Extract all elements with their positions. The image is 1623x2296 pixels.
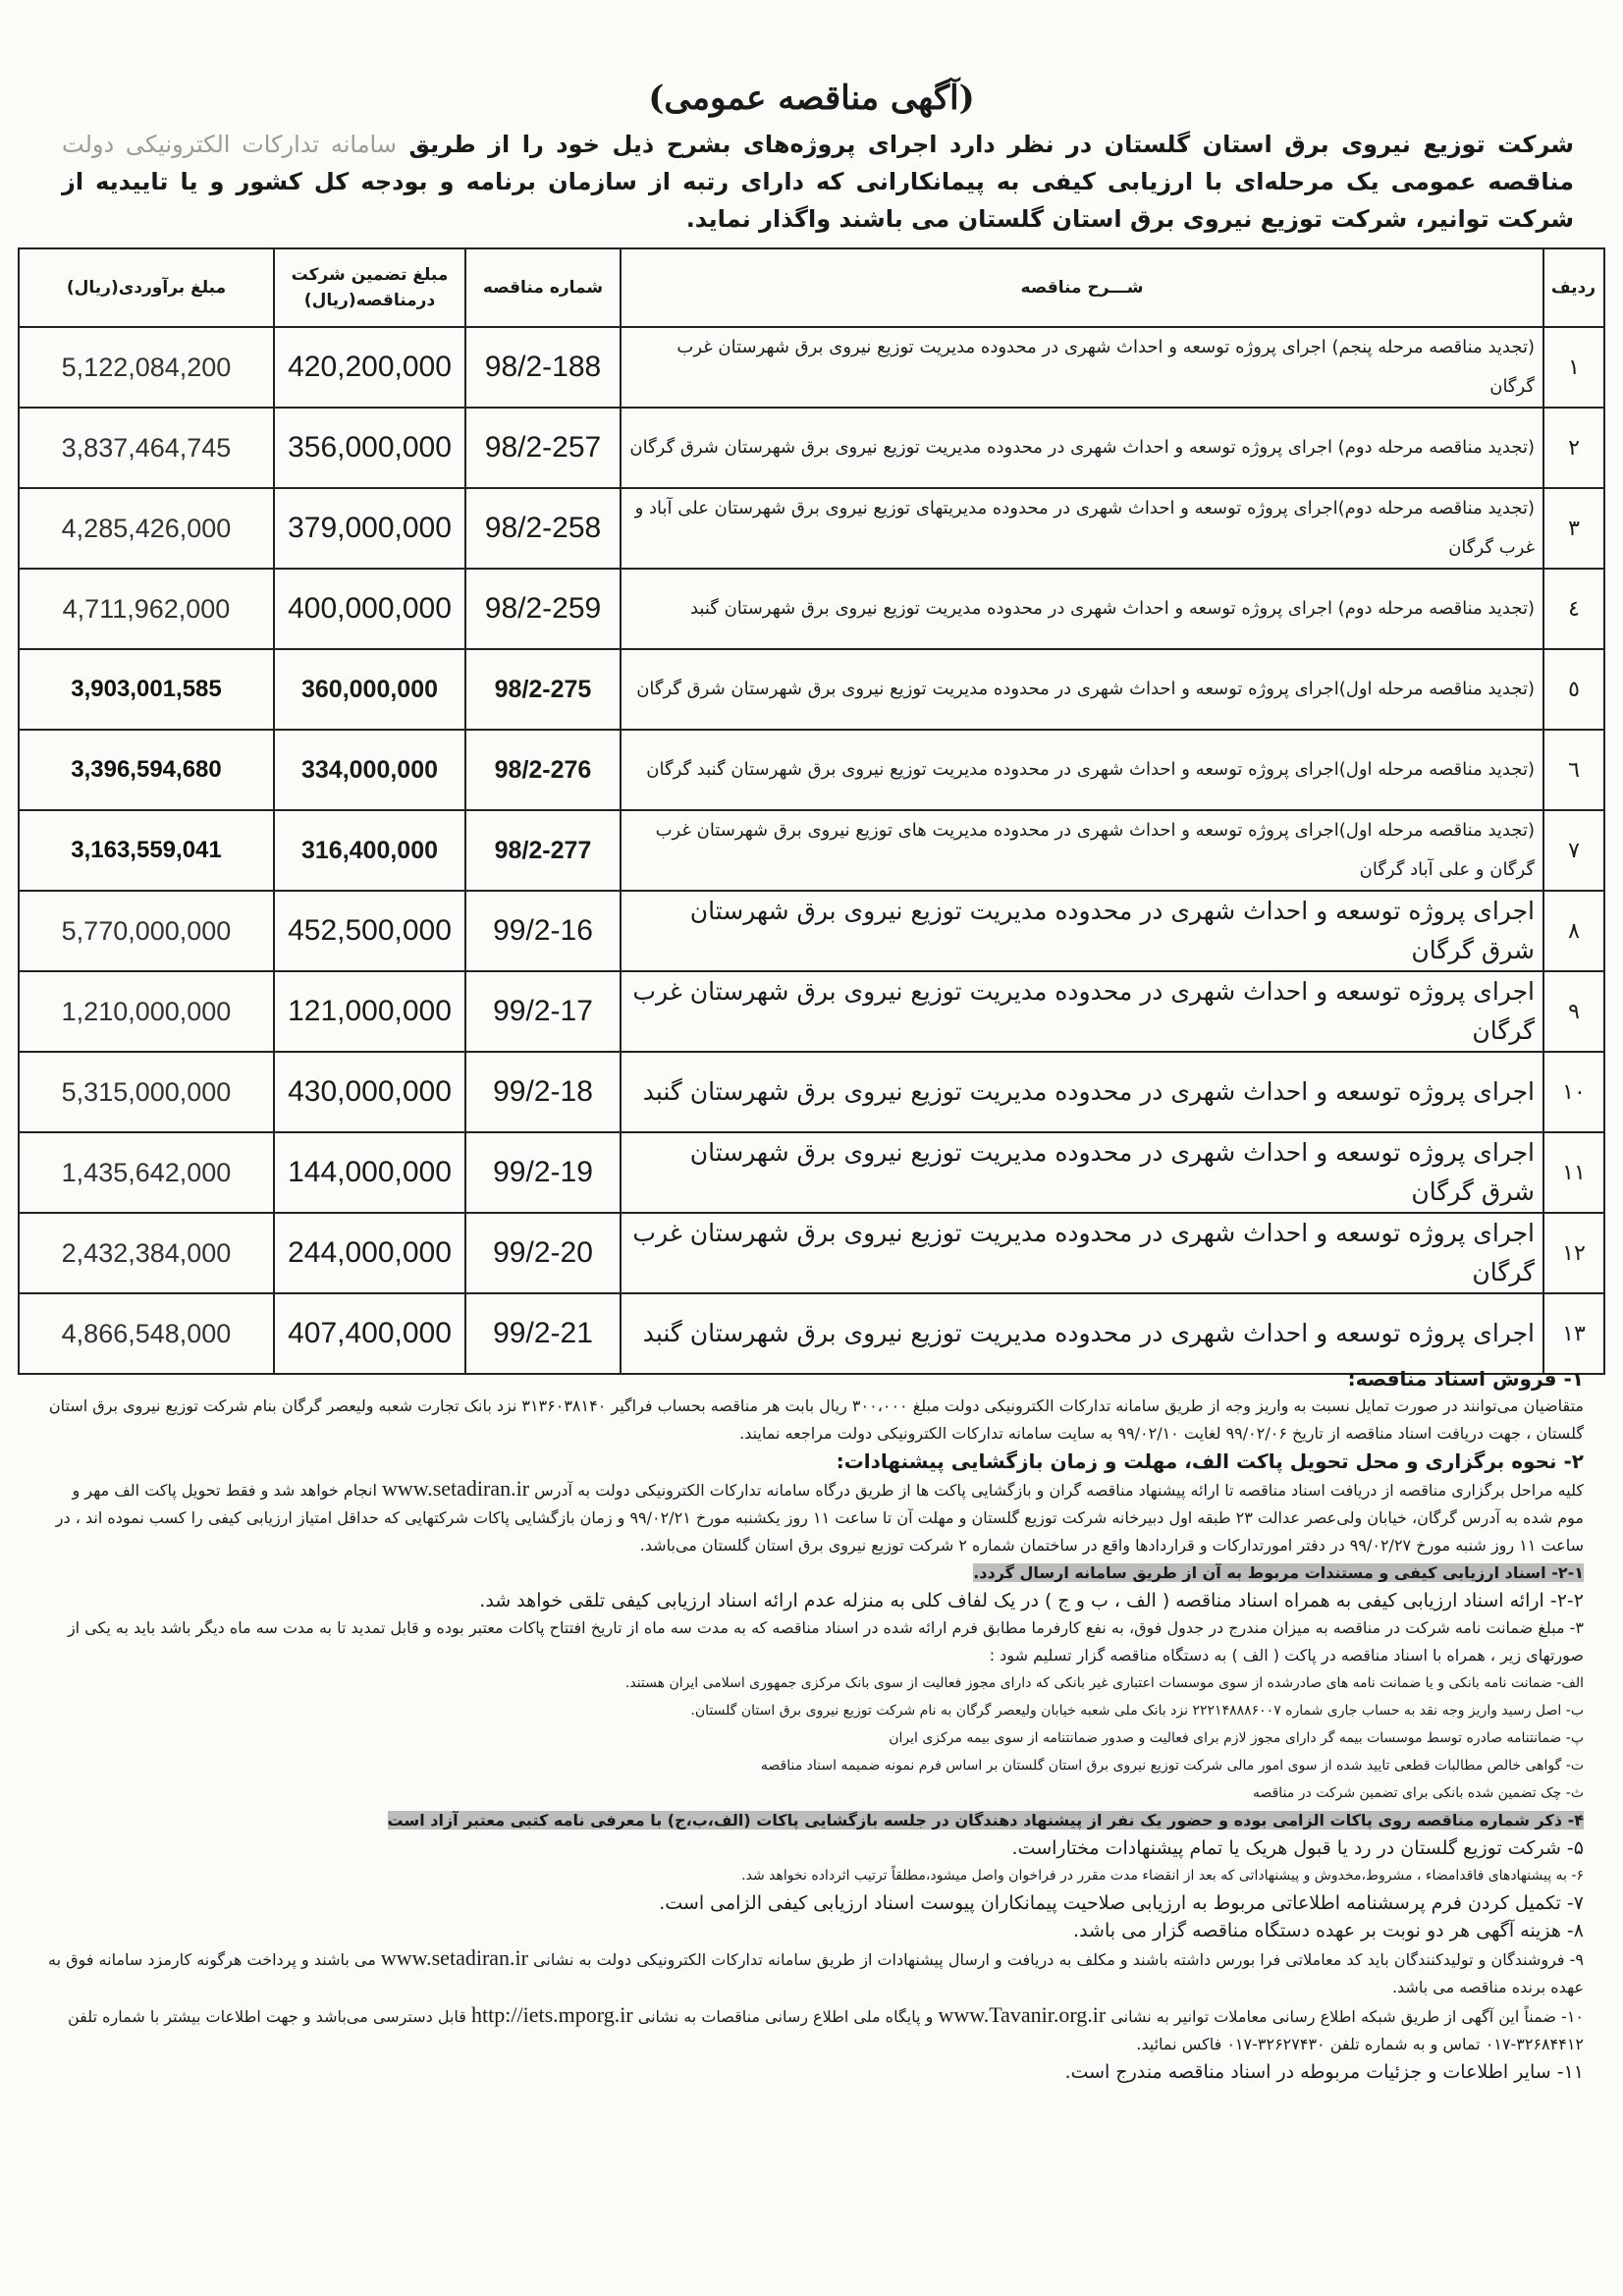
row-description: (تجدید مناقصه مرحله اول)اجرای پروژه توسعه و احداث شهری در محدوده مدیریت های توزیع نیروی برق شهرستان غرب گرگان و علی آباد گرگان xyxy=(621,810,1543,891)
header-guarantee: مبلغ تضمین شرکت درمناقصه(ریال) xyxy=(274,248,465,327)
table-row xyxy=(19,488,1604,569)
section-9-b: می باشند و پرداخت هرگونه کارمزد سامانه فوق به عهده برنده مناقصه می باشد. xyxy=(48,1950,1584,1996)
row-guarantee: 356,000,000 xyxy=(274,408,465,488)
section-10-a: ۱۰- ضمناً این آگهی از طریق شبکه اطلاع رسانی معاملات توانیر به نشانی xyxy=(1110,2007,1584,2026)
header-row-number: ردیف xyxy=(1543,248,1604,327)
row-index: ۸ xyxy=(1543,891,1604,971)
row-guarantee: 121,000,000 xyxy=(274,971,465,1052)
section-2-body xyxy=(42,1475,1584,1559)
header-tender-number: شماره مناقصه xyxy=(465,248,621,327)
setadiran-link[interactable]: www.setadiran.ir xyxy=(381,1476,530,1501)
row-estimate: 3,163,559,041 xyxy=(19,810,274,891)
table-row xyxy=(19,891,1604,971)
row-description: (تجدید مناقصه مرحله اول)اجرای پروژه توسعه و احداث شهری در محدوده مدیریت توزیع نیروی برق شهرستان شرق گرگان xyxy=(621,649,1543,730)
row-guarantee: 407,400,000 xyxy=(274,1293,465,1374)
row-index: ۱ xyxy=(1543,327,1604,408)
row-tender-number: 98/2-188 xyxy=(465,327,621,408)
table-row xyxy=(19,730,1604,810)
row-description: (تجدید مناقصه مرحله اول)اجرای پروژه توسعه و احداث شهری در محدوده مدیریت توزیع نیروی برق شهرستان گنبد گرگان xyxy=(621,730,1543,810)
row-guarantee: 400,000,000 xyxy=(274,569,465,649)
section-3: ۳- مبلغ ضمانت نامه شرکت در مناقصه به میزان مندرج در جدول فوق، به نفع کارفرما مطابق فرم ارائه شده در اسناد مناقصه که به مدت سه ماه از تاریخ افتتاح پاکات معتبر بوده و قابل تمدید تا به مدت سه ماه دیگر باشد باید به یکی از صورتهای زیر ، همراه با اسناد مناقصه در پاکت ( الف ) به دستگاه مناقصه گزار تسلیم شود : xyxy=(67,1618,1584,1665)
section-2-1 xyxy=(42,1559,1584,1587)
section-4-text: ۴- ذکر شماره مناقصه روی پاکات الزامی بوده و حضور یک نفر از پیشنهاد دهندگان در جلسه بازگشایی پاکات (الف،ب،ج) با معرفی نامه کتبی معتبر آزاد است xyxy=(387,1811,1584,1830)
table-row xyxy=(19,1132,1604,1213)
row-tender-number: 99/2-17 xyxy=(465,971,621,1052)
row-estimate: 4,285,426,000 xyxy=(19,488,274,569)
row-tender-number: 98/2-257 xyxy=(465,408,621,488)
row-index: ۱۳ xyxy=(1543,1293,1604,1374)
row-tender-number: 99/2-16 xyxy=(465,891,621,971)
row-guarantee: 334,000,000 xyxy=(274,730,465,810)
notice-conditions xyxy=(42,1365,1584,2086)
section-2-body-b: انجام خواهد شد و فقط تحویل پاکت الف مهر و موم شده به آدرس گرگان، خیابان ولی‌عصر عدالت ۲۳ طبقه اول دبیرخانه شرکت توزیع گلستان و مهلت آن تا ساعت ۱۱ روز یکشنبه مورخ ۹۹/۰۲/۲۱ و زمان بازگشایی پاکات شرکتهایی که حداقل امتیاز ارزیابی کیفی را کسب نموده اند ، در ساعت ۱۱ روز شنبه مورخ ۹۹/۰۲/۲۷ در دفتر امورتدارکات و قراردادها واقع در ساختمان شماره ۲ شرکت توزیع نیروی برق استان گلستان می‌باشد. xyxy=(55,1481,1584,1555)
intro-highlight: سامانه تدارکات الکترونیکی دولت xyxy=(62,131,397,158)
row-estimate: 4,866,548,000 xyxy=(19,1293,274,1374)
iets-link[interactable]: http://iets.mporg.ir xyxy=(471,2002,633,2027)
row-guarantee: 316,400,000 xyxy=(274,810,465,891)
table-row xyxy=(19,327,1604,408)
row-tender-number: 98/2-276 xyxy=(465,730,621,810)
section-1-title: ۱- فروش اسناد مناقصه: xyxy=(1347,1367,1584,1391)
section-2-2: ۲-۲- ارائه اسناد ارزیابی کیفی به همراه اسناد مناقصه ( الف ، ب و ج ) در یک لفاف کلی به منزله عدم ارائه اسناد ارزیابی کیفی تلقی خواهد شد. xyxy=(479,1590,1584,1612)
table-row xyxy=(19,810,1604,891)
row-description: اجرای پروژه توسعه و احداث شهری در محدوده مدیریت توزیع نیروی برق شهرستان شرق گرگان xyxy=(621,891,1543,971)
header-estimate: مبلغ برآوردی(ریال) xyxy=(19,248,274,327)
section-2-title: ۲- نحوه برگزاری و محل تحویل پاکت الف، مهلت و زمان بازگشایی پیشنهادات: xyxy=(836,1449,1584,1473)
row-guarantee: 379,000,000 xyxy=(274,488,465,569)
intro-text-1: شرکت توزیع نیروی برق استان گلستان در نظر دارد اجرای پروژه‌های بشرح ذیل خود را از طریق xyxy=(408,131,1574,158)
table-row xyxy=(19,1052,1604,1132)
section-7: ۷- تکمیل کردن فرم پرسشنامه اطلاعاتی مربوط به ارزیابی صلاحیت پیمانکاران پیوست اسناد ارزیابی کیفی الزامی است. xyxy=(659,1892,1584,1914)
table-row xyxy=(19,408,1604,488)
section-2-body-a: کلیه مراحل برگزاری مناقصه از دریافت اسناد مناقصه تا ارائه پیشنهاد مناقصه گران و بازگشایی پاکت ها از طریق درگاه سامانه تدارکات الکترونیکی دولت به آدرس xyxy=(534,1481,1584,1500)
row-index: ۳ xyxy=(1543,488,1604,569)
row-tender-number: 99/2-19 xyxy=(465,1132,621,1213)
row-index: ۷ xyxy=(1543,810,1604,891)
row-description: (تجدید مناقصه مرحله دوم) اجرای پروژه توسعه و احداث شهری در محدوده مدیریت توزیع نیروی برق شهرستان گنبد xyxy=(621,569,1543,649)
row-description: اجرای پروژه توسعه و احداث شهری در محدوده مدیریت توزیع نیروی برق شهرستان گنبد xyxy=(621,1293,1543,1374)
row-tender-number: 99/2-21 xyxy=(465,1293,621,1374)
section-10-b: و پایگاه ملی اطلاع رسانی مناقصات به نشانی xyxy=(637,2007,934,2026)
row-tender-number: 99/2-20 xyxy=(465,1213,621,1293)
row-tender-number: 98/2-258 xyxy=(465,488,621,569)
table-row xyxy=(19,649,1604,730)
row-estimate: 3,837,464,745 xyxy=(19,408,274,488)
table-row xyxy=(19,569,1604,649)
section-3-t: ت- گواهی خالص مطالبات قطعی تایید شده از سوی امور مالی شرکت توزیع نیروی برق استان گلستان بر اساس فرم نمونه ضمیمه اسناد مناقصه xyxy=(760,1758,1584,1774)
section-10 xyxy=(42,2001,1584,2058)
row-description: اجرای پروژه توسعه و احداث شهری در محدوده مدیریت توزیع نیروی برق شهرستان گنبد xyxy=(621,1052,1543,1132)
row-estimate: 3,396,594,680 xyxy=(19,730,274,810)
row-index: ۱۰ xyxy=(1543,1052,1604,1132)
table-row xyxy=(19,1213,1604,1293)
row-estimate: 4,711,962,000 xyxy=(19,569,274,649)
row-estimate: 5,315,000,000 xyxy=(19,1052,274,1132)
row-tender-number: 99/2-18 xyxy=(465,1052,621,1132)
tavanir-link[interactable]: www.Tavanir.org.ir xyxy=(938,2002,1107,2027)
notice-title: (آگهی مناقصه عمومی) xyxy=(648,79,975,118)
row-description: اجرای پروژه توسعه و احداث شهری در محدوده مدیریت توزیع نیروی برق شهرستان غرب گرگان xyxy=(621,971,1543,1052)
row-index: ۱۱ xyxy=(1543,1132,1604,1213)
row-index: ٦ xyxy=(1543,730,1604,810)
section-10-c: قابل دسترسی می‌باشد و جهت اطلاعات بیشتر با شماره تلفن ۳۲۶۸۴۴۱۲-۰۱۷ تماس و به شماره تلفن ۳۲۶۲۷۴۳۰-۰۱۷ فاکس نمائید. xyxy=(68,2007,1584,2053)
section-11: ۱۱- سایر اطلاعات و جزئیات مربوطه در اسناد مناقصه مندرج است. xyxy=(1064,2061,1584,2083)
row-index: ٥ xyxy=(1543,649,1604,730)
setadiran-link-2[interactable]: www.setadiran.ir xyxy=(380,1945,528,1970)
section-6: ۶- به پیشنهادهای فاقدامضاء ، مشروط،مخدوش و پیشنهاداتی که بعد از انقضاء مدت مقرر در فراخوان واصل میشود،مطلقاً ترتیب اثرداده نخواهد شد. xyxy=(741,1868,1584,1884)
row-estimate: 3,903,001,585 xyxy=(19,649,274,730)
row-guarantee: 244,000,000 xyxy=(274,1213,465,1293)
section-9 xyxy=(42,1944,1584,2001)
intro-paragraph xyxy=(62,126,1574,238)
table-header-row xyxy=(19,248,1604,327)
row-guarantee: 420,200,000 xyxy=(274,327,465,408)
section-9-a: ۹- فروشندگان و تولیدکنندگان باید کد معاملاتی فرا بورس داشته باشند و مکلف به دریافت و ارسال پیشنهادات از طریق سامانه تدارکات الکترونیکی دولت به نشانی xyxy=(533,1950,1584,1969)
row-tender-number: 98/2-277 xyxy=(465,810,621,891)
header-description: شـــرح مناقصه xyxy=(621,248,1543,327)
section-1-body: متقاضیان می‌توانند در صورت تمایل نسبت به واریز وجه از طریق سامانه تدارکات الکترونیکی دولت مبلغ ۳۰۰،۰۰۰ ریال بابت هر مناقصه بحساب فراگیر ۳۱۳۶۰۳۸۱۴۰ نزد بانک تجارت شعبه ولیعصر گرگان بنام شرکت توزیع نیروی برق استان گلستان ، جهت دریافت اسناد مناقصه از تاریخ ۹۹/۰۲/۰۶ لغایت ۹۹/۰۲/۱۰ به سایت سامانه تدارکات الکترونیکی دولت مراجعه نمایند. xyxy=(48,1396,1584,1443)
row-description: (تجدید مناقصه مرحله پنجم) اجرای پروژه توسعه و احداث شهری در محدوده مدیریت توزیع نیروی برق شهرستان غرب گرگان xyxy=(621,327,1543,408)
row-estimate: 5,122,084,200 xyxy=(19,327,274,408)
row-description: (تجدید مناقصه مرحله دوم) اجرای پروژه توسعه و احداث شهری در محدوده مدیریت توزیع نیروی برق شهرستان شرق گرگان xyxy=(621,408,1543,488)
row-tender-number: 98/2-275 xyxy=(465,649,621,730)
section-3-a: الف- ضمانت نامه بانکی و یا ضمانت نامه های صادرشده از سوی موسسات اعتباری غیر بانکی که دارای مجوز فعالیت از سوی بانک مرکزی جمهوری اسلامی ایران هستند. xyxy=(624,1675,1584,1691)
row-guarantee: 360,000,000 xyxy=(274,649,465,730)
table-row xyxy=(19,971,1604,1052)
row-estimate: 1,210,000,000 xyxy=(19,971,274,1052)
row-index: ٤ xyxy=(1543,569,1604,649)
row-description: (تجدید مناقصه مرحله دوم)اجرای پروژه توسعه و احداث شهری در محدوده مدیریتهای توزیع نیروی برق شهرستان علی آباد و غرب گرگان xyxy=(621,488,1543,569)
section-2-1-text: ۲-۱- اسناد ارزیابی کیفی و مستندات مربوط به آن از طریق سامانه ارسال گردد. xyxy=(973,1563,1584,1582)
section-3-b: ب- اصل رسید واریز وجه نقد به حساب جاری شماره ۲۲۲۱۴۸۸۸۶۰۰۷ نزد بانک ملی شعبه خیابان ولیعصر گرگان به نام شرکت توزیع نیروی برق استان گلستان. xyxy=(690,1703,1584,1719)
section-8: ۸- هزینه آگهی هر دو نوبت بر عهده دستگاه مناقصه گزار می باشد. xyxy=(1073,1920,1584,1941)
row-tender-number: 98/2-259 xyxy=(465,569,621,649)
row-estimate: 1,435,642,000 xyxy=(19,1132,274,1213)
row-index: ۹ xyxy=(1543,971,1604,1052)
intro-text-2: مناقصه عمومی یک مرحله‌ای با ارزیابی کیفی به پیمانکارانی که دارای رتبه از سازمان برنامه و بودجه کل کشور و یا تاییدیه از شرکت توانیر، شرکت توزیع نیروی برق استان گلستان می باشند واگذار نماید. xyxy=(62,168,1574,233)
table-row xyxy=(19,1293,1604,1374)
row-index: ۲ xyxy=(1543,408,1604,488)
tender-table xyxy=(18,247,1605,1375)
section-3-th: ث- چک تضمین شده بانکی برای تضمین شرکت در مناقصه xyxy=(1252,1785,1584,1801)
section-5: ۵- شرکت توزیع گلستان در رد یا قبول هریک یا تمام پیشنهادات مختاراست. xyxy=(1011,1837,1584,1859)
row-estimate: 5,770,000,000 xyxy=(19,891,274,971)
row-description: اجرای پروژه توسعه و احداث شهری در محدوده مدیریت توزیع نیروی برق شهرستان شرق گرگان xyxy=(621,1132,1543,1213)
row-guarantee: 452,500,000 xyxy=(274,891,465,971)
row-guarantee: 144,000,000 xyxy=(274,1132,465,1213)
row-index: ۱۲ xyxy=(1543,1213,1604,1293)
row-description: اجرای پروژه توسعه و احداث شهری در محدوده مدیریت توزیع نیروی برق شهرستان غرب گرگان xyxy=(621,1213,1543,1293)
section-3-p: پ- ضمانتنامه صادره توسط موسسات بیمه گر دارای مجوز لازم برای فعالیت و صدور ضمانتنامه از سوی بیمه مرکزی ایران xyxy=(889,1730,1584,1746)
section-4 xyxy=(42,1807,1584,1834)
row-estimate: 2,432,384,000 xyxy=(19,1213,274,1293)
row-guarantee: 430,000,000 xyxy=(274,1052,465,1132)
